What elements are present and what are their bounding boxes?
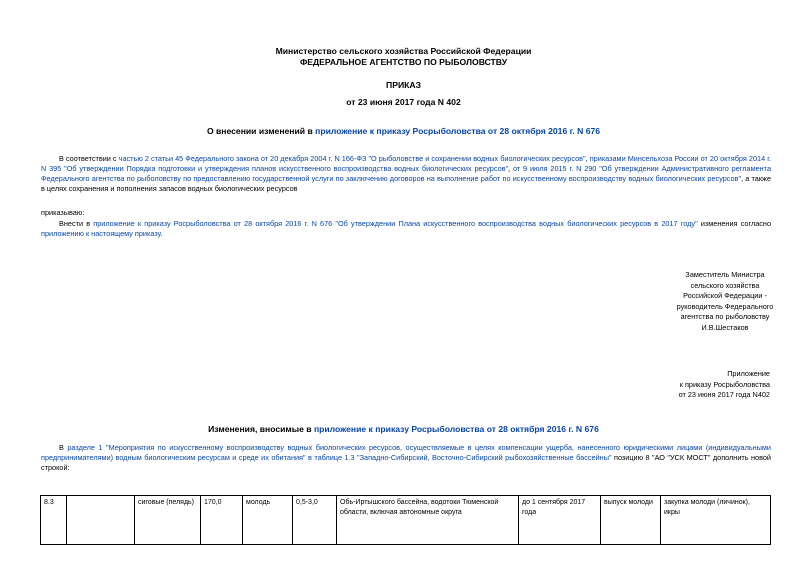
cell-number: 8.3	[41, 496, 67, 545]
changes-link-section[interactable]: разделе 1 "Мероприятия по искусственному воспроизводству водных биологических ресурсов, осуществляемые в целях компенсации ущерба, нанесенного юридическими лицами (индивидуальными предпринимателями) водным биологическим ресурсам и среде их обитания" в таблице 1.3 "Западно-Сибирский, Восточно-Сибирский рыбохозяйственные бассейны"	[41, 443, 772, 462]
order-text-3: .	[160, 229, 163, 238]
preamble-text-1: В соответствии с	[59, 154, 119, 163]
preamble-paragraph	[41, 154, 771, 194]
ministry-name: Министерство сельского хозяйства Российской Федерации	[275, 46, 532, 56]
changes-title	[0, 424, 807, 434]
signature-name: И.В.Шестаков	[701, 322, 749, 332]
changes-text-2: позицию 8 "АО "УСК МОСТ" дополнить новой строкой:	[41, 453, 772, 472]
cell-method: закупка молоди (личинок), икры	[661, 496, 771, 545]
appendix-header	[600, 369, 770, 401]
order-text-1: Внести в	[59, 219, 94, 228]
preamble-link-order-395[interactable]: приказами Минсельхоза России от 20 октября 2014 г. N 395 "Об утверждении Порядка подготовки и утверждения планов искусственного воспроизводства водных биологических ресурсов"	[41, 154, 772, 173]
order-word: приказываю:	[41, 208, 85, 217]
order-paragraph	[41, 219, 771, 239]
order-link-appendix[interactable]: приложению к настоящему приказу	[41, 229, 161, 238]
cell-species: сиговые (пелядь)	[135, 496, 201, 545]
changes-table	[40, 495, 771, 545]
appendix-line-3: от 23 июня 2017 года N402	[678, 390, 770, 399]
preamble-text-3: ,	[508, 164, 513, 173]
signature-line-5: агентства по рыболовству	[680, 312, 770, 321]
order-text-2: изменения согласно	[697, 219, 771, 228]
title-prefix: О внесении изменений в	[206, 126, 316, 136]
order-link-appendix-676[interactable]: приложение к приказу Росрыболовства от 28 октября 2016 г. N 676 "Об утверждении Плана искусственного воспроизводства водных биологических ресурсов в 2017 году"	[93, 219, 698, 228]
agency-name: ФЕДЕРАЛЬНОЕ АГЕНТСТВО ПО РЫБОЛОВСТВУ	[299, 57, 508, 67]
preamble-link-law[interactable]: частью 2 статьи 45 Федерального закона от 20 декабря 2004 г. N 166-ФЗ "О рыболовстве и сохранении водных биологических ресурсов"	[118, 154, 586, 163]
cell-quantity: 170,0	[201, 496, 243, 545]
signature-line-2: сельского хозяйства	[690, 280, 760, 290]
signature-line-4: руководитель Федерального	[676, 301, 774, 311]
document-date-number: от 23 июня 2017 года N 402	[346, 97, 461, 107]
preamble-link-order-290[interactable]: от 9 июля 2015 г. N 290 "Об утверждении Административного регламента Федерального агентства по рыболовству по предоставлению государственной услуги по заключению договоров на выполнение работ по искусственному воспроизводству водных биологических ресурсов"	[41, 164, 771, 183]
document-type: ПРИКАЗ	[386, 80, 421, 90]
changes-title-link[interactable]: приложение к приказу Росрыболовства от 28 октября 2016 г. N 676	[313, 424, 599, 434]
cell-deadline: до 1 сентября 2017 года	[519, 496, 601, 545]
cell-stage: молодь	[243, 496, 293, 545]
appendix-line-1: Приложение	[727, 369, 770, 378]
signature-line-3: Российской Федерации -	[683, 291, 767, 300]
document-title	[0, 126, 807, 136]
cell-action: выпуск молоди	[601, 496, 661, 545]
preamble-text-2: ,	[585, 154, 590, 163]
cell-location: Обь-Иртышского бассейна, водотоки Тюменской области, включая автономные округа	[337, 496, 519, 545]
table-row	[41, 496, 771, 545]
changes-paragraph	[41, 443, 771, 473]
cell-empty	[67, 496, 135, 545]
title-link[interactable]: приложение к приказу Росрыболовства от 28 октября 2016 г. N 676	[315, 126, 601, 136]
appendix-line-2: к приказу Росрыболовства	[679, 379, 770, 389]
preamble-text-4: , а также в целях сохранения и пополнения запасов водных биологических ресурсов	[41, 174, 771, 193]
signature-block	[660, 270, 790, 333]
cell-weight: 0,5-3,0	[293, 496, 337, 545]
changes-text-1: В	[59, 443, 68, 452]
signature-line-1: Заместитель Министра	[685, 270, 765, 279]
changes-title-prefix: Изменения, вносимые в	[208, 424, 314, 434]
